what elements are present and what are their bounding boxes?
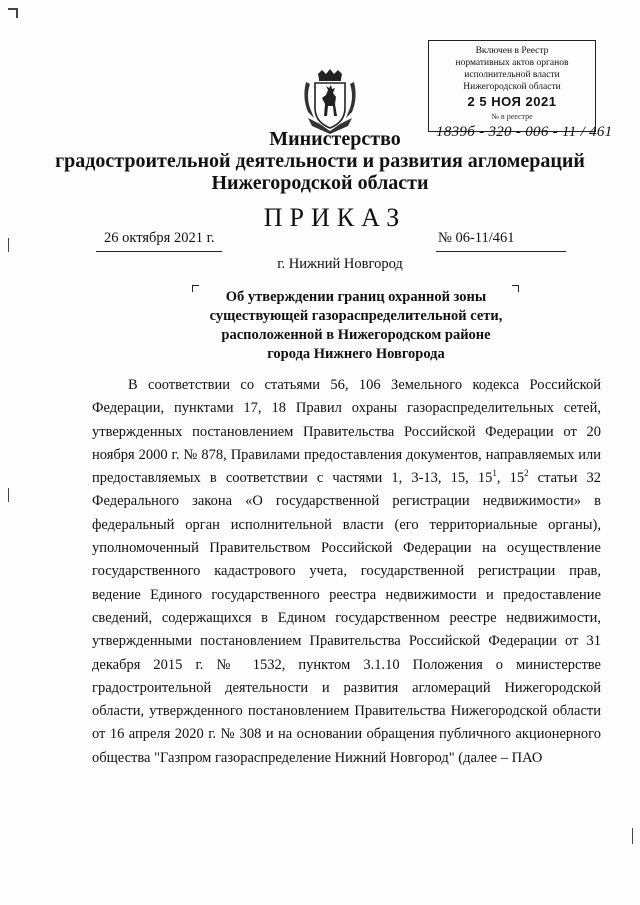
scan-mark-left-1	[8, 238, 9, 252]
order-title: ПРИКАЗ	[263, 203, 407, 232]
scan-mark-left-2	[8, 488, 9, 502]
body-superscript-2: 2	[524, 468, 529, 479]
body-superscript-1: 1	[492, 468, 497, 479]
coat-of-arms-icon	[300, 68, 360, 134]
scan-mark-top-left-2	[16, 10, 18, 18]
body-text-part-3: статьи 32 Федерального закона «О государственной регистрации недвижимости» в федеральный орган исполнительной власти (его территориальные органы), уполномоченный Правительством Российской Федерации на осуществление государственного кадастрового учета, государственной регистрации прав, ведение Единого государственного реестра недвижимости и предоставление сведений, содержащихся в Едином государственном реестре недвижимости, утвержденными постановлением Правительства Российской Федерации от 31 декабря 2015 г. № 1532, пунктом 3.1.10 Положения о министерстве градостроительной деятельности и развития агломераций Нижегородской области, утвержденного постановлением Правительства Нижегородской области от 16 апреля 2020 г. № 308 и на основании обращения публичного акционерного общества "Газпром газораспределение Нижний Новгород" (далее – ПАО	[92, 470, 601, 766]
body-paragraph	[92, 374, 601, 770]
ministry-line-2: градостроительной деятельности и развития агломераций	[55, 150, 585, 172]
registry-stamp	[428, 40, 596, 132]
ministry-line-1: Министерство	[269, 128, 401, 150]
registry-number-handwritten: 1839б - 320 - 006 - 11 / 461	[436, 124, 613, 140]
order-number: № 06-11/461	[438, 230, 515, 246]
order-city: г. Нижний Новгород	[277, 256, 403, 272]
stamp-line-4: Нижегородской области	[463, 82, 561, 92]
ministry-line-3: Нижегородской области	[211, 172, 429, 194]
stamp-registry-label: № в реестре	[491, 112, 533, 121]
scan-mark-right	[632, 828, 633, 844]
body-text-part-1: В соответствии со статьями 56, 106 Земельного кодекса Российской Федерации, пунктами 17, 18 Правил охраны газораспределительных сетей, утвержденных постановлением Правительства Российской Федерации от 20 ноября 2000 г. № 878, Правилами предоставления документов, направляемых или предоставляемых в соответствии с частями 1, 3-13, 15, 15	[92, 377, 601, 487]
stamp-line-1: Включен в Реестр	[475, 46, 549, 56]
order-number-underline	[436, 251, 566, 252]
stamp-line-2: нормативных актов органов	[455, 58, 569, 68]
body-text-part-2: , 15	[496, 470, 525, 487]
order-subject	[196, 288, 516, 364]
order-date-underline	[96, 251, 222, 252]
order-date: 26 октября 2021 г.	[104, 230, 215, 246]
subject-line-2: существующей газораспределительной сети,	[209, 308, 503, 324]
subject-line-4: города Нижнего Новгорода	[267, 346, 445, 362]
stamp-line-3: исполнительной власти	[464, 70, 560, 80]
ministry-header	[0, 128, 640, 194]
subject-line-1: Об утверждении границ охранной зоны	[225, 289, 487, 305]
stamp-date: 2 5 НОЯ 2021	[467, 94, 557, 109]
order-body	[92, 374, 601, 770]
subject-line-3: расположенной в Нижегородском районе	[221, 327, 491, 343]
